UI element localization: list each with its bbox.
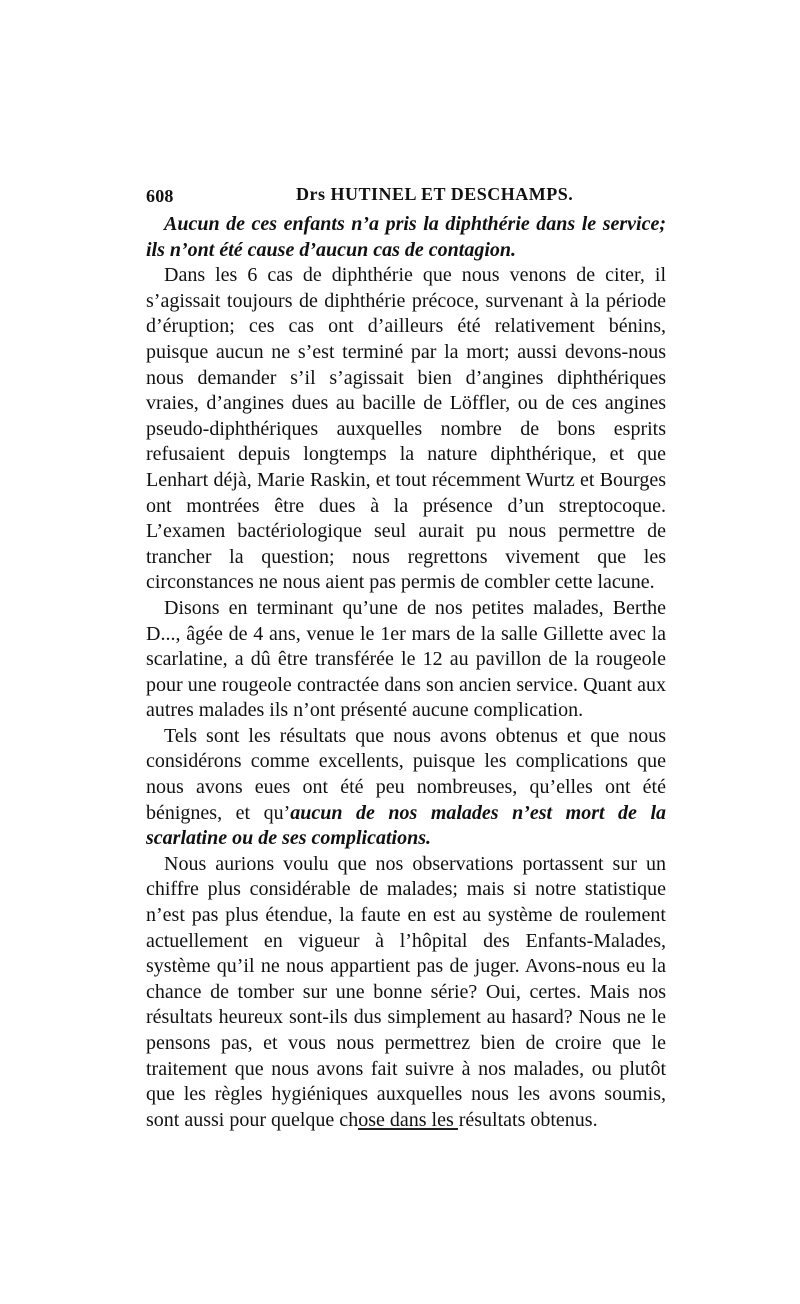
paragraph-1: Aucun de ces enfants n’a pris la diphthérie dans le service; ils n’ont été cause d’aucun cas de contagion.	[146, 213, 666, 261]
paragraph-4-emphasis: aucun de nos malades n’est mort de la scarlatine ou de ses complications.	[146, 801, 667, 850]
body-text	[146, 212, 666, 1133]
paragraph-3: Disons en terminant qu’une de nos petites malades, Berthe D..., âgée de 4 ans, venue le 1er mars de la salle Gillette avec la scarlatine, a dû être transférée le 12 au pavillon de la rougeole pour une rougeole contractée dans son ancien service. Quant aux autres malades ils n’ont présenté aucune complication.	[146, 596, 666, 722]
paragraph-4	[146, 724, 666, 852]
running-title: Drs HUTINEL ET DESCHAMPS.	[296, 184, 574, 204]
paragraph-2: Dans les 6 cas de diphthérie que nous venons de citer, il s’agissait toujours de diphthérie précoce, survenant à la période d’éruption; ces cas ont d’ailleurs été relativement bénins, puisque aucun ne s’est terminé par la mort; aussi devons-nous nous demander s’il s’agissait bien d’angines diphthériques vraies, d’angines dues au bacille de Löffler, ou de ces angines pseudo-diphthériques auxquelles nombre de bons esprits refusaient depuis longtemps la nature diphthérique, et que Lenhart déjà, Marie Raskin, et tout récemment Wurtz et Bourges ont montrées être dues à la présence d’un streptocoque. L’examen bactériologique seul aurait pu nous permettre de trancher la question; nous regrettons vivement que les circonstances ne nous aient pas permis de combler cette lacune.	[146, 264, 666, 594]
page-number: 608	[146, 186, 174, 206]
book-page	[146, 182, 666, 1133]
paragraph-5: Nous aurions voulu que nos observations portassent sur un chiffre plus considérable de malades; mais si notre statistique n’est pas plus étendue, la faute en est au système de roulement actuellement en vigueur à l’hôpital des Enfants-Malades, système qu’il ne nous appartient pas de juger. Avons-nous eu la chance de tomber sur une bonne série? Oui, certes. Mais nos résultats heureux sont-ils dus simplement au hasard? Nous ne le pensons pas, et vous nous permettrez bien de croire que le traitement que nous avons fait suivre à nos malades, ou plutôt que les règles hygiéniques auxquelles nous les avons soumis, sont aussi pour quelque chose dans les résultats obtenus.	[146, 852, 666, 1131]
closing-rule	[358, 1128, 458, 1130]
running-head	[146, 182, 666, 208]
paragraph-4-text: Tels sont les résultats que nous avons obtenus et que nous considérons comme excellents, puisque les complications que nous avons eues ont été peu nombreuses, qu’elles ont été bénignes, et qu’	[146, 724, 666, 824]
